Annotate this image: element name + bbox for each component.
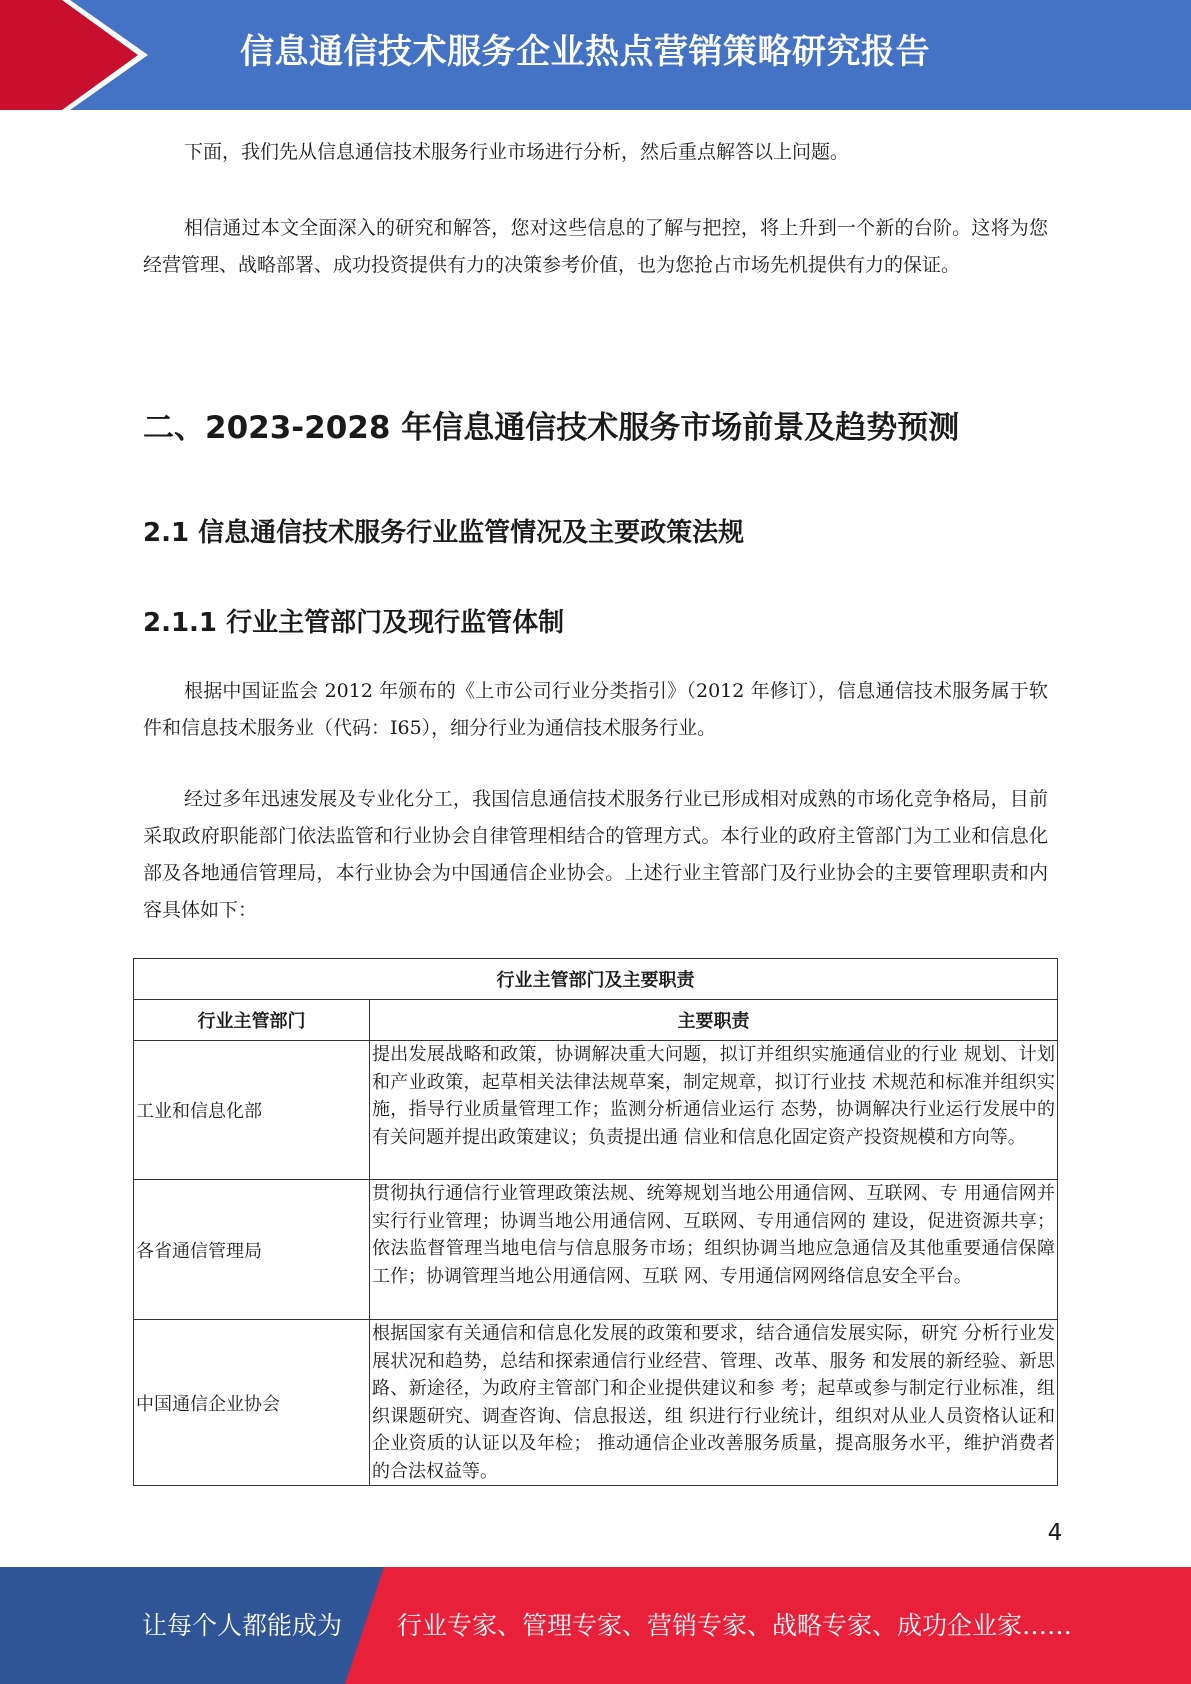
section-heading: 二、2023-2028 年信息通信技术服务市场前景及趋势预测 [143, 410, 960, 446]
table-row [134, 1041, 1058, 1180]
footer-slogan-left: 让每个人都能成为 [142, 1611, 343, 1640]
report-title: 信息通信技术服务企业热点营销策略研究报告 [240, 32, 930, 72]
table-cell-duty: 贯彻执行通信行业管理政策法规、统筹规划当地公用通信网、互联网、专 用通信网并实行行业管理；协调当地公用通信网、互联网、专用通信网的 建设，促进资源共享；依法监督管理当地电信与信息服务市场；组织协调当地应急通信及其他重要通信保障工作；协调管理当地公用通信网、互联 网、专用通信网网络信息安全平台。 [370, 1180, 1058, 1320]
table-header-dept: 行业主管部门 [134, 1000, 370, 1041]
table-caption-row [134, 959, 1058, 1000]
subsubsection-heading: 2.1.1 行业主管部门及现行监管体制 [143, 608, 565, 638]
table-cell-dept: 工业和信息化部 [134, 1041, 370, 1180]
table-cell-duty: 根据国家有关通信和信息化发展的政策和要求，结合通信发展实际，研究 分析行业发展状况和趋势，总结和探索通信行业经营、管理、改革、服务 和发展的新经验、新思路、新途径，为政府主管部门和企业提供建议和参 考；起草或参与制定行业标准，组织课题研究、调查咨询、信息报送，组 织进行行业统计，组织对从业人员资格认证和企业资质的认证以及年检； 推动通信企业改善服务质量，提高服务水平，维护消费者的合法权益等。 [370, 1320, 1058, 1486]
page-number: 4 [1047, 1520, 1063, 1546]
table-row [134, 1320, 1058, 1486]
table-header-duty: 主要职责 [370, 1000, 1058, 1041]
footer-slogan-right: 行业专家、管理专家、营销专家、战略专家、成功企业家…… [397, 1611, 1073, 1640]
subsection-heading: 2.1 信息通信技术服务行业监管情况及主要政策法规 [143, 518, 745, 548]
table-row [134, 1180, 1058, 1320]
body-paragraph-2: 经过多年迅速发展及专业化分工，我国信息通信技术服务行业已形成相对成熟的市场化竞争格局，目前采取政府职能部门依法监管和行业协会自律管理相结合的管理方式。本行业的政府主管部门为工业和信息化部及各地通信管理局，本行业协会为中国通信企业协会。上述行业主管部门及行业协会的主要管理职责和内容具体如下： [143, 788, 1048, 921]
intro-paragraph-2: 相信通过本文全面深入的研究和解答，您对这些信息的了解与把控，将上升到一个新的台阶。这将为您经营管理、战略部署、成功投资提供有力的决策参考价值，也为您抢占市场先机提供有力的保证。 [143, 217, 1048, 276]
table-cell-dept: 中国通信企业协会 [134, 1320, 370, 1486]
report-header [0, 0, 1191, 110]
table-cell-duty: 提出发展战略和政策，协调解决重大问题，拟订并组织实施通信业的行业 规划、计划和产业政策，起草相关法律法规草案，制定规章，拟订行业技 术规范和标准并组织实施，指导行业质量管理工作；监测分析通信业运行 态势，协调解决行业运行发展中的有关问题并提出政策建议；负责提出通 信业和信息化固定资产投资规模和方向等。 [370, 1041, 1058, 1180]
intro-paragraph-1: 下面，我们先从信息通信技术服务行业市场进行分析，然后重点解答以上问题。 [184, 141, 850, 163]
table-cell-dept: 各省通信管理局 [134, 1180, 370, 1320]
body-paragraph-1: 根据中国证监会 2012 年颁布的《上市公司行业分类指引》（2012 年修订），信息通信技术服务属于软件和信息技术服务业（代码：I65），细分行业为通信技术服务行业。 [143, 680, 1049, 739]
red-chevron-graphic [0, 0, 160, 110]
regulators-table [133, 958, 1058, 1486]
table-caption: 行业主管部门及主要职责 [134, 959, 1058, 1000]
table-header-row [134, 1000, 1058, 1041]
report-footer [0, 1567, 1191, 1684]
